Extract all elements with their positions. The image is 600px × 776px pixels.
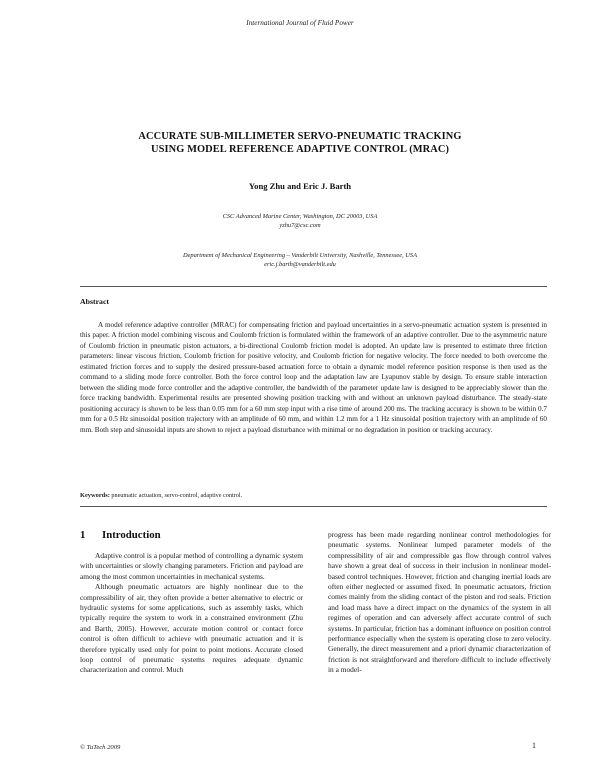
section-title: Introduction [102, 529, 161, 541]
page-number: 1 [532, 741, 536, 750]
title-line-1: ACCURATE SUB-MILLIMETER SERVO-PNEUMATIC TRACKING [138, 131, 462, 142]
keywords-label: Keywords: [80, 492, 110, 499]
abstract-text: A model reference adaptive controller (MRAC) for compensating friction and payload uncertainties in a servo-pneumatic actuation system is presented in this paper. A friction model combining viscous and Coulomb friction is formulated within the framework of an adaptive controller. Due to the asymmetric nature of Coulomb friction in pneumatic piston actuators, a bi-directional Coulomb friction model is adopted. An update law is presented to estimate three friction parameters: linear viscous friction, Coulomb friction for positive velocity, and Coulomb friction for negative velocity. The force needed to both overcome the estimated friction forces and to supply the desired pressure-based actuation force to obtain a dynamic model reference position response is then used as the command to a sliding mode force controller. Both the force control loop and the adaptation law are Lyapunov stable by design. To ensure stable interaction between the sliding mode force controller and the adaptive controller, the bandwidth of the parameter update law is designed to be appreciably slower than the force tracking bandwidth. Experimental results are presented showing position tracking with and without an unknown payload disturbance. The steady-state positioning accuracy is shown to be less than 0.05 mm for a 60 mm step input with a rise time of around 200 ms. The tracking accuracy is shown to be within 0.7 mm for a 0.5 Hz sinusoidal position trajectory with an amplitude of 60 mm, and within 1.2 mm for a 1 Hz sinusoidal position trajectory with an amplitude of 60 mm. Both step and sinusoidal inputs are shown to reject a payload disturbance with minimal or no degradation in position or tracking accuracy. [80, 321, 547, 434]
affiliation-2 [0, 251, 600, 269]
intro-paragraph-3: progress has been made regarding nonlinear control methodologies for pneumatic systems. Nonlinear lumped parameter models of the compressibility of air and compressible gas flow through control valves have shown a great deal of success in their inclusion in nonlinear model-based control techniques. However, friction and changing inertial loads are often either neglected or assumed fixed. In pneumatic actuators, friction comes mainly from the sliding contact of the piston and rod seals. Friction and load mass have a direct impact on the dynamics of the system in all regimes of operation and can adversely affect accurate control of such systems. In particular, friction has a dominant influence on position control performance especially when the system is operating close to zero velocity. Generally, the direct measurement and a priori dynamic characterization of friction is not straightforward and therefore difficult to include effectively in a model- [328, 530, 551, 675]
section-number: 1 [80, 529, 86, 541]
affiliation-2-email[interactable]: eric.j.barth@vanderbilt.edu [264, 261, 336, 269]
affiliation-1-email[interactable]: yzhu7@csc.com [279, 222, 321, 230]
section-heading [80, 529, 161, 541]
keywords [80, 492, 547, 499]
keywords-text: pneumatic actuation, servo-control, adaptive control. [111, 492, 243, 499]
authors: Yong Zhu and Eric J. Barth [248, 181, 352, 191]
footer-copyright: © TuTech 2009 [80, 744, 121, 751]
intro-paragraph-1: Adaptive control is a popular method of controlling a dynamic system with uncertainties or slowly changing parameters. Friction and payload are among the most common uncertainties in mechanical systems. [80, 551, 303, 581]
intro-paragraph-2: Although pneumatic actuators are highly nonlinear due to the compressibility of air, they often provide a better alternative to electric or hydraulic systems for some applications, such as assembly tasks, which typically require the system to work in a constrained environment (Zhu and Barth, 2005). However, accurate motion control or contact force control is often difficult to achieve with pneumatic actuation and it is therefore typically used only for point to point motions. Accurate closed loop control of pneumatic systems requires adequate dynamic characterization and control. Much [80, 582, 303, 675]
affiliation-1-institution: CSC Advanced Marine Center, Washington, DC 20003, USA [222, 213, 378, 220]
abstract-body [80, 320, 547, 435]
affiliation-1 [0, 212, 600, 230]
title-line-2: USING MODEL REFERENCE ADAPTIVE CONTROL (MRAC) [150, 143, 450, 155]
journal-header: International Journal of Fluid Power [246, 19, 354, 27]
affiliation-2-institution: Department of Mechanical Engineering – Vanderbilt University, Nashville, Tennessee, USA [182, 252, 418, 259]
bottom-divider [80, 506, 547, 507]
column-right [328, 530, 551, 676]
column-left [80, 551, 303, 676]
top-divider [80, 286, 547, 287]
paper-title [60, 131, 540, 156]
abstract-heading: Abstract [80, 297, 110, 306]
